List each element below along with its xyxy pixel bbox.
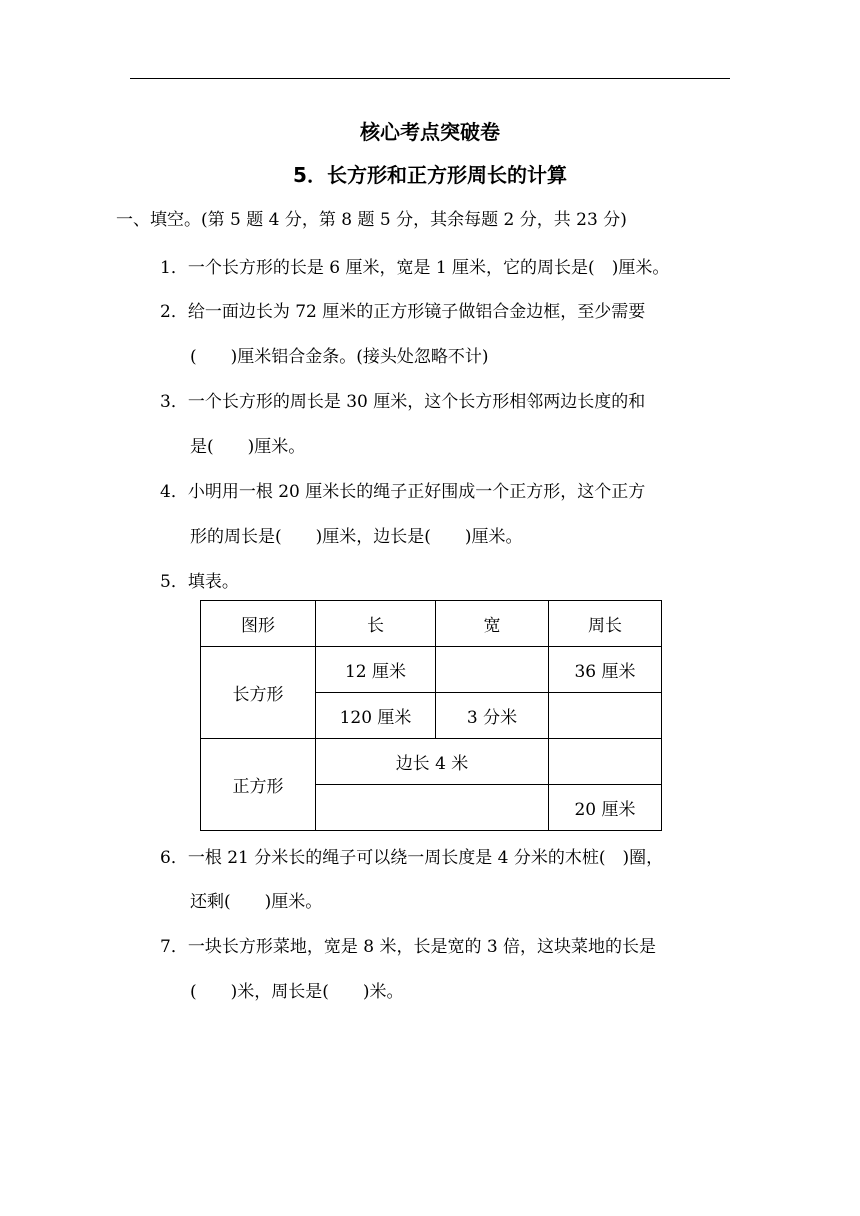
- perimeter-table: [200, 600, 662, 831]
- table-header-cell: 长: [316, 601, 436, 647]
- table-cell: 120 厘米: [316, 693, 436, 739]
- question-3-line-1: 3．一个长方形的周长是 30 厘米，这个长方形相邻两边长度的和: [160, 392, 646, 412]
- question-7-line-2: ( )米，周长是( )米。: [190, 982, 404, 1002]
- question-4-line-2: 形的周长是( )厘米，边长是( )厘米。: [190, 527, 523, 547]
- table-row: [201, 647, 662, 693]
- table-cell-blank: [316, 785, 549, 831]
- question-3-line-2: 是( )厘米。: [190, 437, 306, 457]
- table-cell: 36 厘米: [549, 647, 662, 693]
- question-5: 5．填表。: [160, 572, 239, 592]
- table-cell-blank: [436, 647, 549, 693]
- table-header-row: [201, 601, 662, 647]
- question-6-line-1: 6．一根 21 分米长的绳子可以绕一周长度是 4 分米的木桩( )圈，: [160, 848, 664, 868]
- table-cell-blank: [549, 739, 662, 785]
- question-4-line-1: 4．小明用一根 20 厘米长的绳子正好围成一个正方形，这个正方: [160, 482, 646, 502]
- table-header-cell: 图形: [201, 601, 316, 647]
- question-2-line-1: 2．给一面边长为 72 厘米的正方形镜子做铝合金边框，至少需要: [160, 302, 646, 322]
- square-label-cell: 正方形: [201, 739, 316, 831]
- question-2-line-2: ( )厘米铝合金条。(接头处忽略不计): [190, 347, 489, 367]
- question-1: 1．一个长方形的长是 6 厘米，宽是 1 厘米，它的周长是( )厘米。: [160, 258, 670, 278]
- table-cell: 3 分米: [436, 693, 549, 739]
- table-cell: 12 厘米: [316, 647, 436, 693]
- table-cell: 边长 4 米: [316, 739, 549, 785]
- table-header-cell: 宽: [436, 601, 549, 647]
- question-7-line-1: 7．一块长方形菜地，宽是 8 米，长是宽的 3 倍，这块菜地的长是: [160, 937, 657, 957]
- header-rule: [130, 78, 730, 79]
- page-subtitle: 5．长方形和正方形周长的计算: [293, 163, 567, 187]
- question-6-line-2: 还剩( )厘米。: [190, 892, 323, 912]
- table-header-cell: 周长: [549, 601, 662, 647]
- rectangle-label-cell: 长方形: [201, 647, 316, 739]
- table-row: [201, 739, 662, 785]
- section-heading: 一、填空。(第 5 题 4 分，第 8 题 5 分，其余每题 2 分，共 23 分): [116, 210, 627, 230]
- page-title: 核心考点突破卷: [360, 120, 500, 144]
- table-cell: 20 厘米: [549, 785, 662, 831]
- table-cell-blank: [549, 693, 662, 739]
